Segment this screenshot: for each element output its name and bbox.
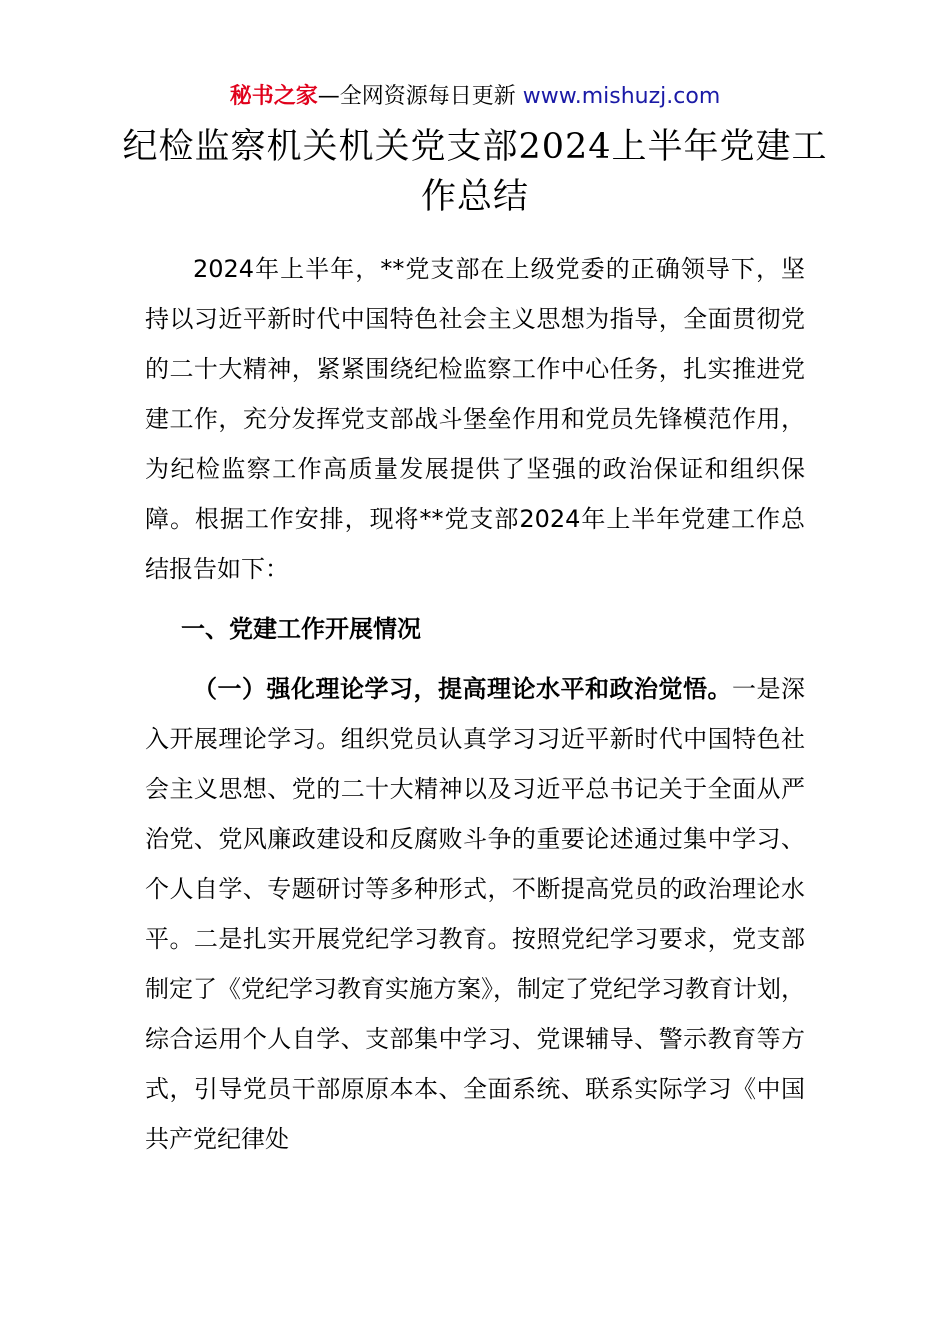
title-year: 2024 xyxy=(518,127,612,167)
subsection-paragraph-1 xyxy=(145,664,805,1164)
site-tagline: —全网资源每日更新 xyxy=(317,84,516,109)
section-heading-1: 一、党建工作开展情况 xyxy=(181,615,421,643)
subsection-lead: （一）强化理论学习，提高理论水平和政治觉悟。 xyxy=(193,675,732,703)
document-title xyxy=(120,122,830,222)
title-part1: 纪检监察机关机关党支部 xyxy=(122,127,519,167)
intro-paragraph: 2024年上半年，**党支部在上级党委的正确领导下，坚持以习近平新时代中国特色社会主义思想为指导，全面贯彻党的二十大精神，紧紧围绕纪检监察工作中心任务，扎实推进党建工作，充分发挥党支部战斗堡垒作用和党员先锋模范作用，为纪检监察工作高质量发展提供了坚强的政治保证和组织保障。根据工作安排，现将**党支部2024年上半年党建工作总结报告如下： xyxy=(145,255,805,583)
site-header xyxy=(0,82,950,112)
subsection-text: 一是深入开展理论学习。组织党员认真学习习近平新时代中国特色社会主义思想、党的二十大精神以及习近平总书记关于全面从严治党、党风廉政建设和反腐败斗争的重要论述通过集中学习、个人自学、专题研讨等多种形式，不断提高党员的政治理论水平。二是扎实开展党纪学习教育。按照党纪学习要求，党支部制定了《党纪学习教育实施方案》，制定了党纪学习教育计划，综合运用个人自学、支部集中学习、党课辅导、警示教育等方式，引导党员干部原原本本、全面系统、联系实际学习《中国共产党纪律处 xyxy=(145,675,805,1153)
site-url-link[interactable]: www.mishuzj.com xyxy=(522,84,721,109)
title-part2: 上半年党建工作总结 xyxy=(420,127,828,217)
document-body xyxy=(145,244,805,1164)
site-brand: 秘书之家 xyxy=(229,84,318,109)
